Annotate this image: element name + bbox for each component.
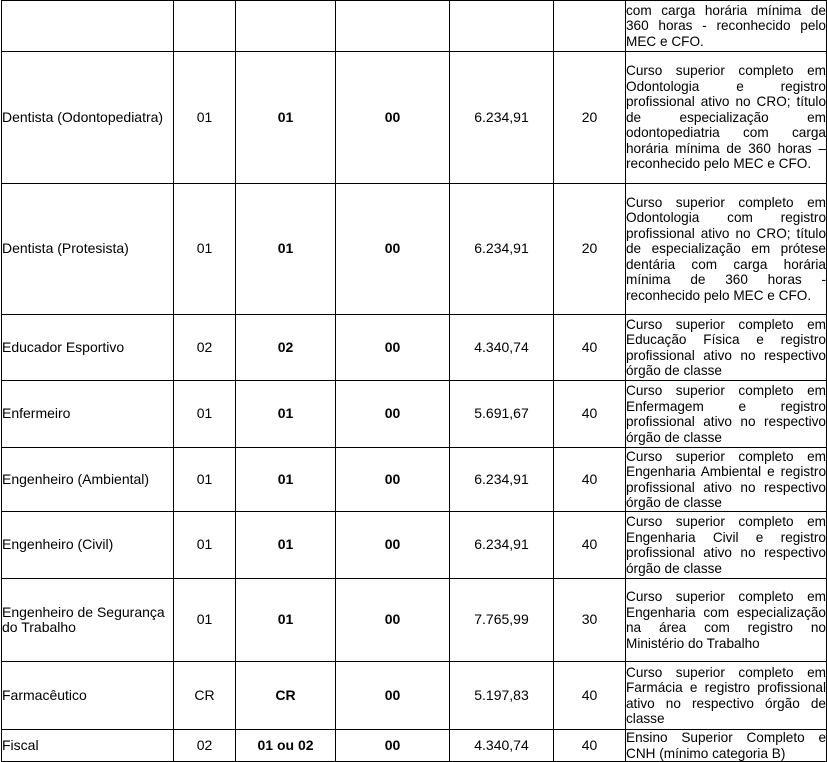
table-body [2,1,827,762]
cell-requisitos: Ensino Superior Completo e CNH (mínimo categoria B) [626,730,826,761]
cell-vagas-ampla: CR [236,662,336,730]
cell-cargo: Engenheiro de Segurança do Trabalho [2,579,174,662]
cell-vagas [174,1,236,52]
cell-vagas: 01 [174,52,236,184]
cell-cargo: Fiscal [2,730,174,762]
cell-vagas: 01 [174,512,236,579]
cell-vagas-pcd: 00 [336,184,450,315]
table-row [2,315,827,381]
cargos-table [1,0,827,762]
cell-requisitos: Curso superior completo em Farmácia e registro profissional ativo no respectivo órgão de classe [626,662,827,730]
cell-vagas-pcd: 00 [336,52,450,184]
table-row [2,730,827,762]
cell-salario: 5.691,67 [450,381,554,448]
cell-cargo: Engenheiro (Ambiental) [2,448,174,512]
cell-vagas-ampla: 01 [236,448,336,512]
cell-requisitos: Curso superior completo em Engenharia Civil e registro profissional ativo no respectivo órgão de classe [626,512,827,579]
cell-cargo: Dentista (Odontopediatra) [2,52,174,184]
table-row [2,512,827,579]
cell-vagas-pcd: 00 [336,381,450,448]
cell-salario: 5.197,83 [450,662,554,730]
cell-carga-horaria: 20 [554,184,626,315]
cell-salario: 4.340,74 [450,315,554,381]
cell-requisitos: com carga horária mínima de 360 horas - reconhecido pelo MEC e CFO. [626,1,827,52]
cell-vagas-pcd [336,1,450,52]
cell-carga-horaria [554,1,626,52]
cell-vagas-ampla: 01 [236,184,336,315]
cell-vagas-ampla: 01 [236,512,336,579]
cell-vagas: 01 [174,579,236,662]
table-row [2,662,827,730]
table-row [2,184,827,315]
cell-requisitos: Curso superior completo em Engenharia com especialização na área com registro no Ministério do Trabalho [626,579,827,662]
cell-requisitos: Curso superior completo em Enfermagem e registro profissional ativo no respectivo órgão de classe [626,381,827,448]
cell-carga-horaria: 40 [554,381,626,448]
cell-vagas-pcd: 00 [336,662,450,730]
cell-vagas: 02 [174,315,236,381]
cell-cargo: Enfermeiro [2,381,174,448]
cell-carga-horaria: 40 [554,512,626,579]
cell-vagas: 01 [174,184,236,315]
cell-vagas-pcd: 00 [336,512,450,579]
cell-cargo: Engenheiro (Civil) [2,512,174,579]
cell-requisitos: Curso superior completo em Educação Física e registro profissional ativo no respectivo órgão de classe [626,315,827,381]
cell-vagas-pcd: 00 [336,730,450,762]
table-row [2,448,827,512]
cell-carga-horaria: 40 [554,662,626,730]
cell-vagas-ampla: 01 ou 02 [236,730,336,762]
cell-salario: 7.765,99 [450,579,554,662]
cell-salario: 4.340,74 [450,730,554,762]
cell-carga-horaria: 40 [554,730,626,762]
cell-carga-horaria: 20 [554,52,626,184]
table-row [2,579,827,662]
cell-carga-horaria: 40 [554,315,626,381]
cell-salario: 6.234,91 [450,52,554,184]
cell-carga-horaria: 40 [554,448,626,512]
table-row [2,52,827,184]
cell-salario: 6.234,91 [450,184,554,315]
cell-vagas-ampla: 01 [236,579,336,662]
cell-vagas-pcd: 00 [336,315,450,381]
cell-salario: 6.234,91 [450,448,554,512]
cell-cargo: Farmacêutico [2,662,174,730]
cell-vagas-pcd: 00 [336,448,450,512]
cell-vagas: 01 [174,448,236,512]
cell-cargo: Educador Esportivo [2,315,174,381]
cell-carga-horaria: 30 [554,579,626,662]
cell-vagas-ampla: 01 [236,52,336,184]
cell-cargo [2,1,174,52]
table-row [2,381,827,448]
cell-salario [450,1,554,52]
cell-vagas: 01 [174,381,236,448]
cell-cargo: Dentista (Protesista) [2,184,174,315]
cell-requisitos: Curso superior completo em Odontologia e registro profissional ativo no CRO; título de especialização em odontopediatria com carga horária mínima de 360 horas – reconhecido pelo MEC e CFO. [626,52,827,184]
cell-vagas-ampla: 01 [236,381,336,448]
cell-salario: 6.234,91 [450,512,554,579]
cell-requisitos: Curso superior completo em Odontologia com registro profissional ativo no CRO; título de especialização em prótese dentária com carga horária mínima de 360 horas - reconhecido pelo MEC e CFO. [626,184,827,315]
cell-vagas: CR [174,662,236,730]
table-row [2,1,827,52]
cell-vagas-pcd: 00 [336,579,450,662]
cell-requisitos: Curso superior completo em Engenharia Ambiental e registro profissional ativo no respectivo órgão de classe [626,448,826,510]
cell-vagas-ampla [236,1,336,52]
cell-vagas-ampla: 02 [236,315,336,381]
cell-vagas: 02 [174,730,236,762]
